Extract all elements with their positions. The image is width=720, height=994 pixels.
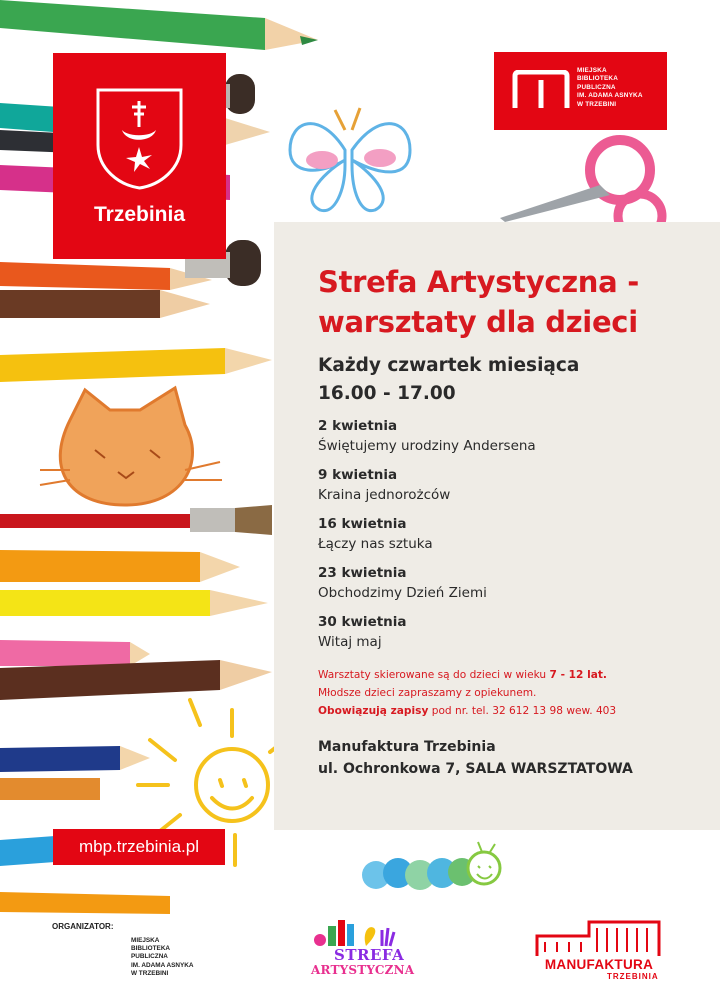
organizer-library-line: MIEJSKA <box>131 937 160 944</box>
organizer-library-line: W TRZEBINI <box>131 969 169 977</box>
caterpillar-drawing <box>362 842 500 890</box>
event-item <box>318 563 720 603</box>
strefa-logo-word-2: ARTYSTYCZNA <box>311 963 415 977</box>
library-name-line: BIBLIOTEKA <box>577 75 619 83</box>
event-item <box>318 416 720 456</box>
age-note <box>318 666 720 720</box>
coat-of-arms-icon <box>94 87 185 191</box>
venue <box>318 736 720 780</box>
event-name: Kraina jednorożców <box>318 487 451 503</box>
registration-required: Obowiązują zapisy <box>318 705 429 717</box>
cat-drawing <box>40 388 222 505</box>
organizer-library-line: IM. ADAMA ASNYKA <box>131 961 194 969</box>
event-name: Łączy nas sztuka <box>318 536 433 552</box>
event-name: Obchodzimy Dzień Ziemi <box>318 585 487 601</box>
website-link[interactable]: mbp.trzebinia.pl <box>53 829 225 865</box>
event-item <box>318 612 720 652</box>
schedule-time: 16.00 - 17.00 <box>318 383 456 404</box>
organizer-library-line: BIBLIOTEKA <box>131 945 171 953</box>
event-date: 16 kwietnia <box>318 516 407 532</box>
schedule <box>318 352 720 408</box>
venue-name: Manufaktura Trzebinia <box>318 739 496 755</box>
event-item <box>318 514 720 554</box>
library-name <box>577 67 665 109</box>
title-line-1: Strefa Artystyczna - <box>318 265 639 299</box>
library-name-line: IM. ADAMA ASNYKA <box>577 92 643 100</box>
event-date: 23 kwietnia <box>318 565 407 581</box>
age-note-line-1 <box>318 666 720 684</box>
building-icon <box>529 916 669 958</box>
organizer-library-line: PUBLICZNA <box>131 953 168 961</box>
city-logo <box>53 53 226 259</box>
event-date: 2 kwietnia <box>318 418 398 434</box>
library-name-line: W TRZEBINI <box>577 100 617 108</box>
art-supplies-icon <box>308 916 428 950</box>
event-item <box>318 465 720 505</box>
schedule-day: Każdy czwartek miesiąca <box>318 355 580 376</box>
library-m-icon <box>512 70 570 110</box>
butterfly-drawing <box>290 108 410 211</box>
age-range: 7 - 12 lat. <box>549 669 607 681</box>
age-note-line-3 <box>318 702 720 720</box>
venue-address: ul. Ochronkowa 7, SALA WARSZTATOWA <box>318 761 633 777</box>
event-date: 30 kwietnia <box>318 614 407 630</box>
phone-number: pod nr. tel. 32 612 13 98 wew. 403 <box>428 705 617 717</box>
info-panel <box>274 222 720 830</box>
strefa-logo-word-1: STREFA <box>334 946 405 964</box>
library-logo <box>494 52 667 130</box>
library-name-line: PUBLICZNA <box>577 83 616 91</box>
event-list <box>318 416 720 652</box>
organizer-label: ORGANIZATOR: <box>52 922 114 931</box>
poster-title <box>318 262 720 342</box>
city-name: Trzebinia <box>93 203 186 226</box>
manufaktura-logo-word-1: MANUFAKTURA <box>544 957 654 972</box>
organizer-library-name <box>131 937 221 978</box>
manufaktura-logo-word-2: TRZEBINIA <box>607 972 659 981</box>
age-note-line-2: Młodsze dzieci zapraszamy z opiekunem. <box>318 687 537 699</box>
strefa-artystyczna-logo <box>308 916 428 980</box>
age-note-text: Warsztaty skierowane są do dzieci w wieku <box>318 669 550 681</box>
title-line-2: warsztaty dla dzieci <box>318 305 638 339</box>
library-name-line: MIEJSKA <box>577 67 607 74</box>
event-name: Witaj maj <box>318 634 382 650</box>
event-name: Świętujemy urodziny Andersena <box>318 438 536 454</box>
event-date: 9 kwietnia <box>318 467 398 483</box>
manufaktura-logo <box>529 916 669 982</box>
